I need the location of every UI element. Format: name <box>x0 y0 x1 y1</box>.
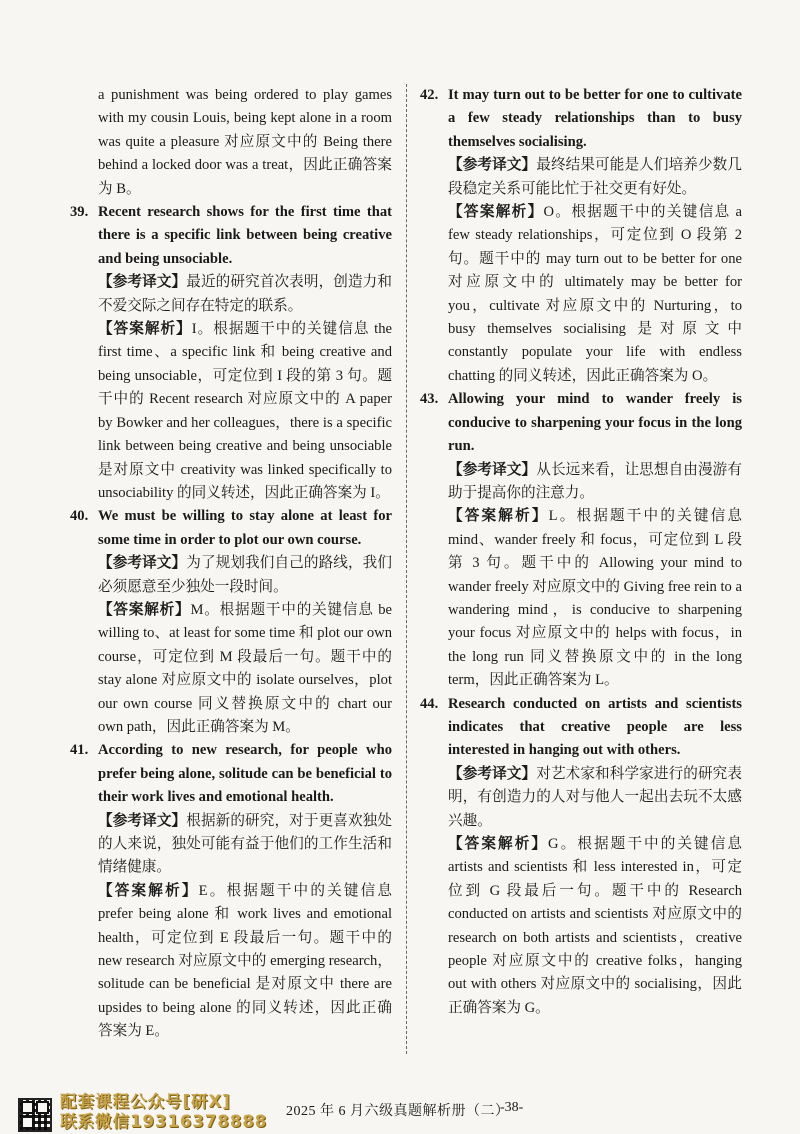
question-number: 39. <box>70 204 89 221</box>
question-number: 44. <box>420 695 439 712</box>
analysis-text: O。根据题干中的关键信息 a few steady relationships，可定位到 O 段第 2 句。题干中的 may turn out to be better for one 对应原文中的 ultimately may be better for you，cultivate 对应原文中的 Nurturing，to busy themselves socialising 是对原文中 constantly populate your life with endless chatting 的同义转述，因此正确答案为 O。 <box>448 204 742 384</box>
question-text: Research conducted on artists and scientists indicates that creative people are less interested in hanging out with others. <box>448 695 742 759</box>
translation <box>420 763 742 833</box>
analysis-text: E。根据题干中的关键信息 prefer being alone 和 work lives and emotional health，可定位到 E 段最后一句。题干中的 new research 对应原文中的 emerging research，solitude can be beneficial 是对原文中 there are upsides to being alone 的同义转述，因此正确答案为 E。 <box>98 882 392 1040</box>
question-text: It may turn out to be better for one to cultivate a few steady relationships than to busy themselves socialising. <box>448 87 742 150</box>
translation-tag: 【参考译文】 <box>448 461 537 478</box>
continuation-text: a punishment was being ordered to play games with my cousin Louis, being kept alone in a room was quite a pleasure 对应原文中的 Being there behind a locked door was a treat，因此正确答案为 B。 <box>98 87 392 197</box>
question-40 <box>70 505 392 739</box>
left-column <box>70 84 392 1044</box>
right-column <box>420 84 742 1020</box>
analysis-text: M。根据题干中的关键信息 be willing to、at least for some time 和 plot our own course，可定位到 M 段最后一句。题干中的 stay alone 对应原文中的 isolate ourselves，plot our own course 同义替换原文中的 chart our own path，因此正确答案为 M。 <box>98 601 392 735</box>
analysis-text: I。根据题干中的关键信息 the first time、a specific link 和 being creative and being unsociable，可定位到 I 段的第 3 句。题干中的 Recent research 对应原文中的 A paper by Bowker and her colleagues，there is a specific link between being creative and being unsociable 是对原文中 creativity was linked specifically to unsociability 的同义转述，因此正确答案为 I。 <box>98 321 392 501</box>
question-number: 40. <box>70 508 89 525</box>
translation <box>420 154 742 201</box>
question-44 <box>420 693 742 1021</box>
analysis-tag: 【答案解析】 <box>98 882 199 899</box>
column-divider <box>406 84 408 1054</box>
translation-text: 从长远来看，让思想自由漫游有助于提高你的注意力。 <box>448 461 742 501</box>
translation-tag: 【参考译文】 <box>98 555 187 572</box>
translation-tag: 【参考译文】 <box>448 157 537 174</box>
promo-watermark <box>60 1092 290 1132</box>
footer-title: 2025 年 6 月六级真题解析册（二） <box>286 1104 510 1119</box>
question-43 <box>420 388 742 692</box>
analysis <box>420 201 742 388</box>
analysis <box>420 505 742 692</box>
question-41 <box>70 739 392 1043</box>
analysis <box>420 833 742 1020</box>
question-39 <box>70 201 392 505</box>
translation-tag: 【参考译文】 <box>448 765 537 782</box>
analysis <box>70 318 392 505</box>
translation-text: 最终结果可能是人们培养少数几段稳定关系可能比忙于社交更有好处。 <box>448 157 742 197</box>
translation <box>70 552 392 599</box>
question-number: 43. <box>420 391 439 408</box>
analysis-tag: 【答案解析】 <box>448 836 549 852</box>
footer <box>0 1092 800 1132</box>
qr-code-icon <box>18 1098 52 1132</box>
question-text: We must be willing to stay alone at least for some time in order to plot our own course. <box>98 508 392 548</box>
analysis-tag: 【答案解析】 <box>448 508 549 525</box>
translation <box>420 459 742 506</box>
analysis-text: L。根据题干中的关键信息 mind、wander freely 和 focus，可定位到 L 段第 3 句。题干中的 Allowing your mind to wander freely 对应原文中的 Giving free rein to a wandering mind，is conducive to sharpening your focus 对应原文中的 helps with focus，in the long run 同义替换原文中的 in the long term，因此正确答案为 L。 <box>448 508 742 689</box>
analysis <box>70 599 392 739</box>
translation-text: 根据新的研究，对于更喜欢独处的人来说，独处可能有益于他们的工作生活和情绪健康。 <box>98 812 392 876</box>
translation-text: 对艺术家和科学家进行的研究表明，有创造力的人对与他人一起出去玩不太感兴趣。 <box>448 765 742 829</box>
question-number: 41. <box>70 742 89 759</box>
analysis-tag: 【答案解析】 <box>448 204 544 221</box>
analysis <box>70 880 392 1044</box>
promo-line-1: 配套课程公众号[研X] <box>60 1092 231 1111</box>
analysis-tag: 【答案解析】 <box>98 321 192 338</box>
translation <box>70 810 392 880</box>
promo-line-2: 联系微信19316378888 <box>60 1112 268 1131</box>
translation-text: 为了规划我们自己的路线，我们必须愿意至少独处一段时间。 <box>98 555 392 595</box>
analysis-tag: 【答案解析】 <box>98 601 191 618</box>
translation-tag: 【参考译文】 <box>98 812 187 829</box>
page-number: -38- <box>500 1100 524 1115</box>
question-text: Recent research shows for the first time that there is a specific link between being creative and being unsociable. <box>98 204 392 267</box>
translation-tag: 【参考译文】 <box>98 274 187 291</box>
question-text: According to new research, for people who prefer being alone, solitude can be beneficial to their work lives and emotional health. <box>98 742 392 806</box>
translation <box>70 271 392 318</box>
question-text: Allowing your mind to wander freely is conducive to sharpening your focus in the long run. <box>448 391 742 455</box>
question-42 <box>420 84 742 388</box>
analysis-text: G。根据题干中的关键信息 artists and scientists 和 less interested in，可定位到 G 段最后一句。题干中的 Research conducted on artists and scientists 对应原文中的 research on both artists and scientists，creative people 对应原文中的 creative folks，hanging out with others 对应原文中的 socialising，因此正确答案为 G。 <box>448 836 742 1016</box>
question-number: 42. <box>420 87 439 103</box>
translation-text: 最近的研究首次表明，创造力和不爱交际之间存在特定的联系。 <box>98 274 392 314</box>
